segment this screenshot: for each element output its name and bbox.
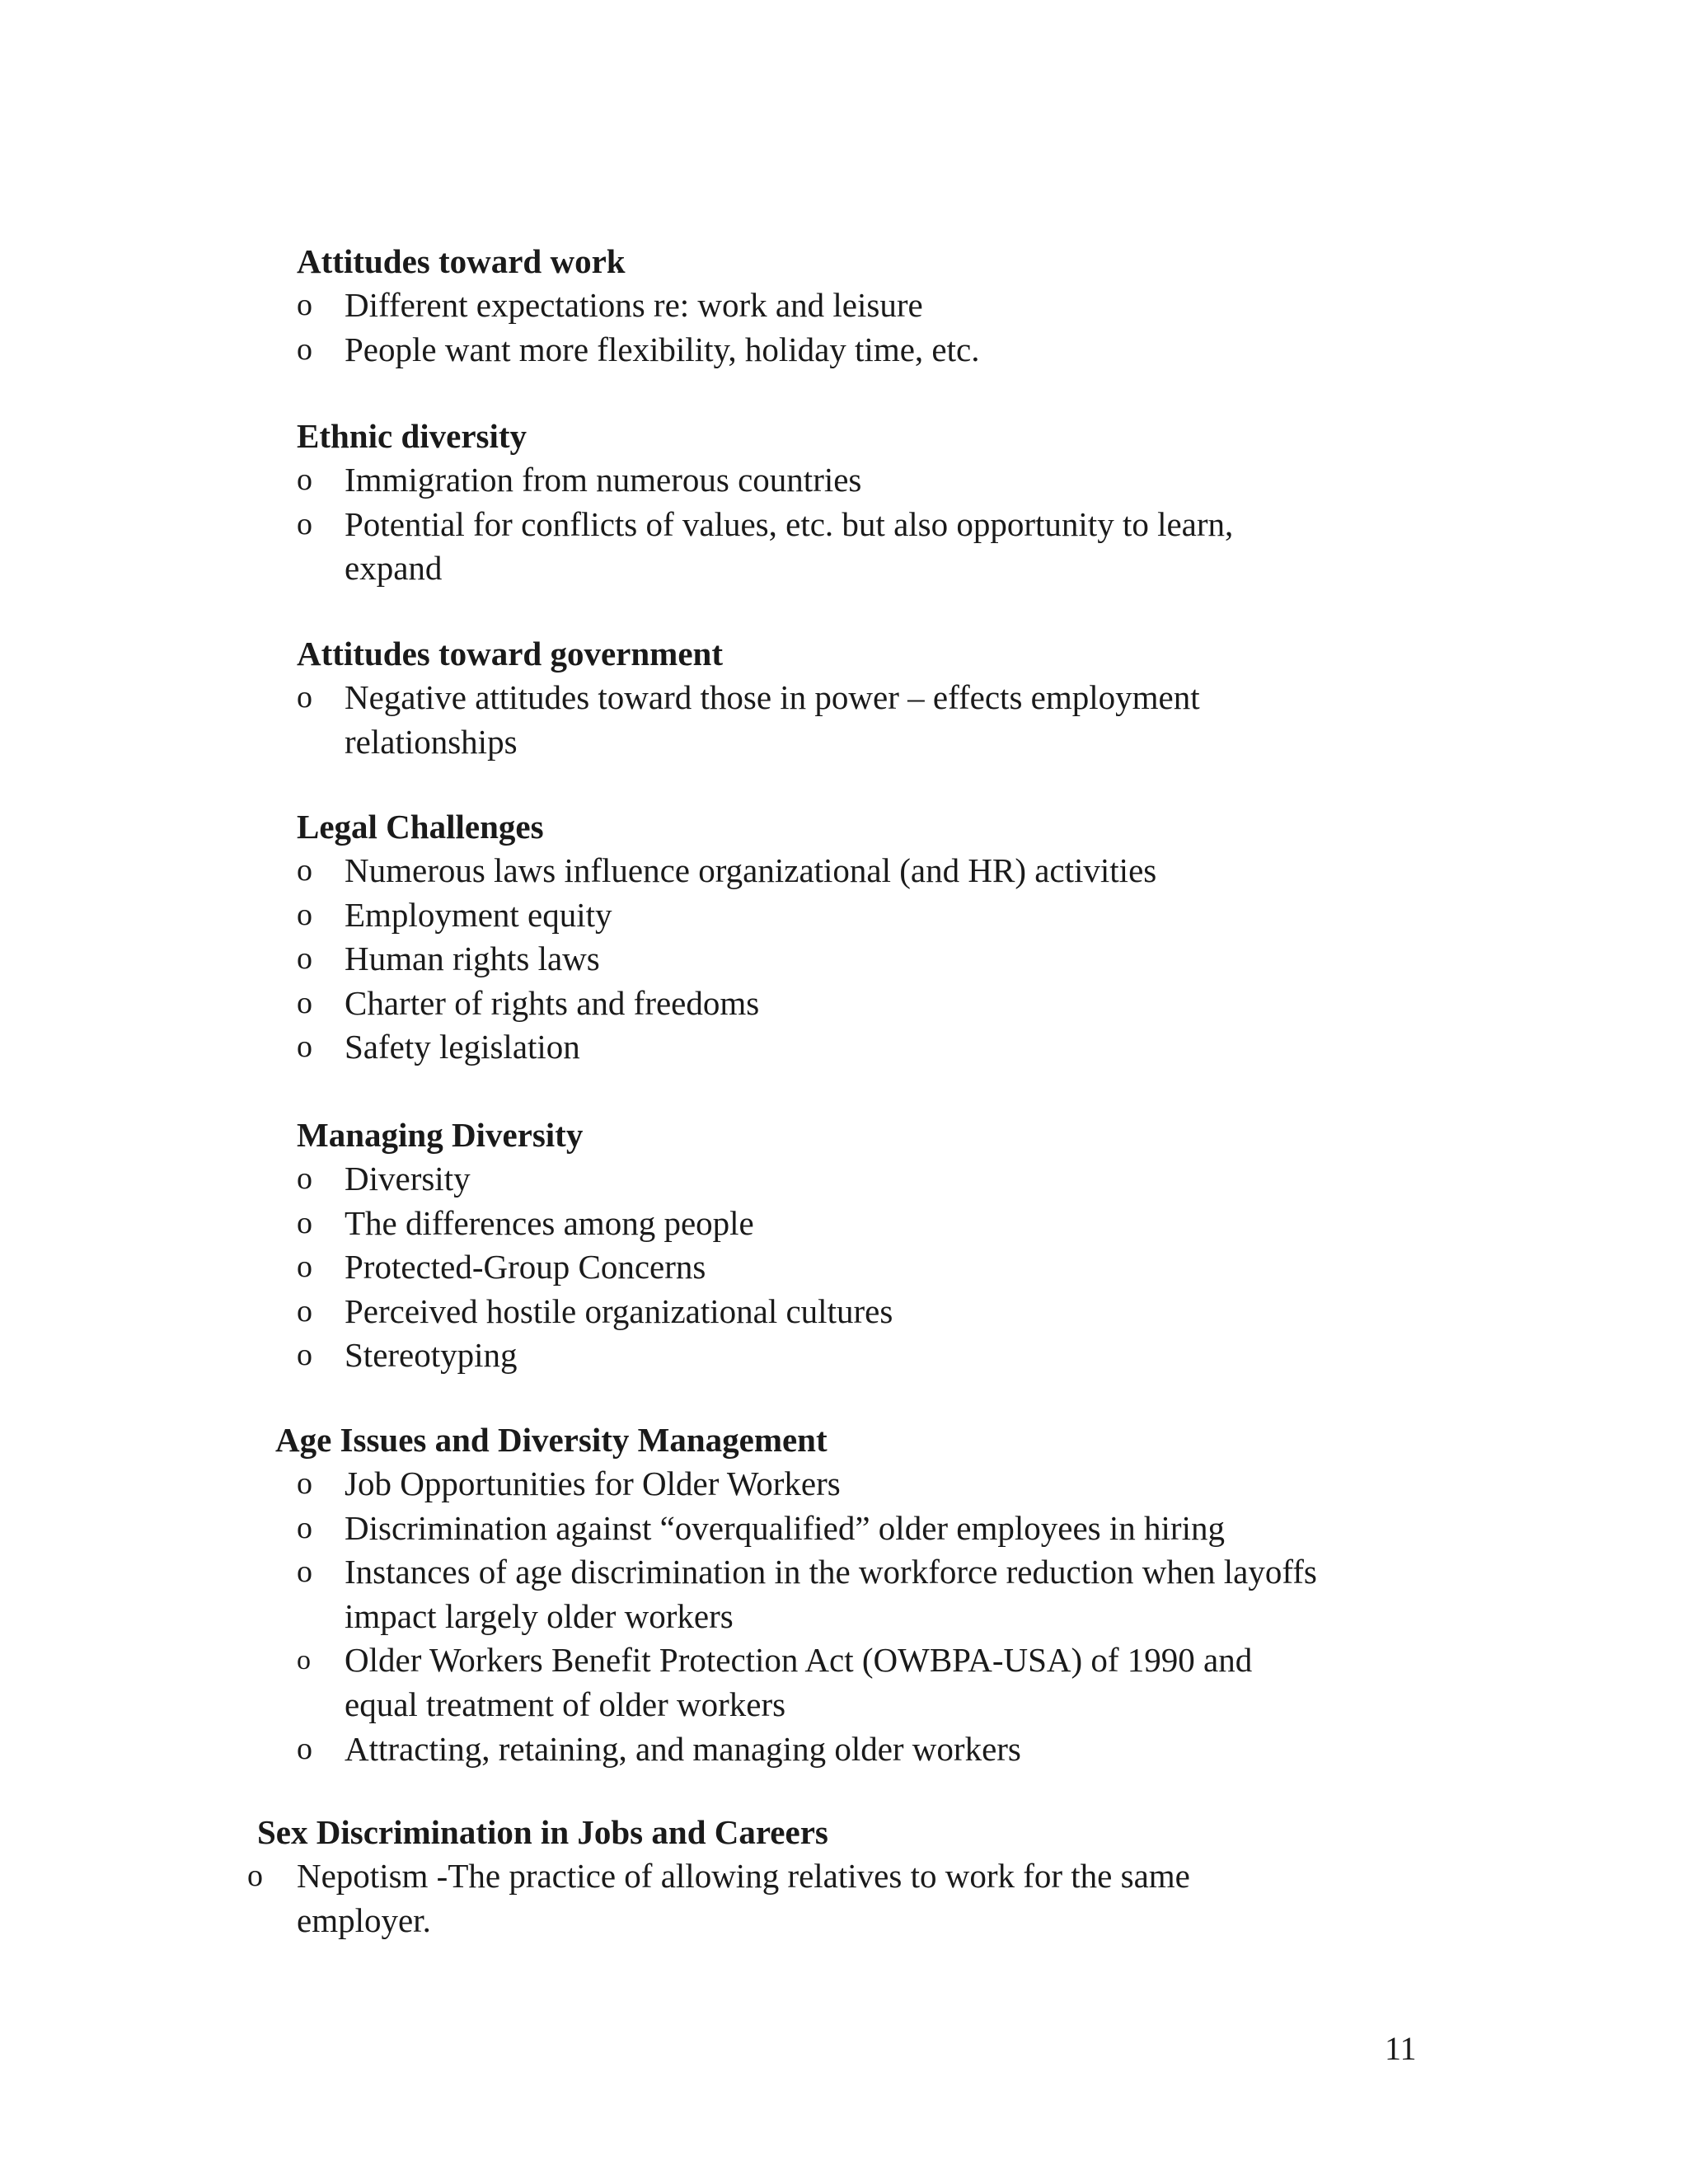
list-item (275, 1727, 1512, 1772)
list-item (297, 982, 1533, 1026)
list-item-text-continued: impact largely older workers (345, 1596, 734, 1635)
list-item-text: Instances of age discrimination in the workforce reduction when layoffs (345, 1553, 1317, 1591)
list-item (297, 676, 1533, 764)
bullet-icon: o (297, 1338, 312, 1373)
list-item-text: People want more flexibility, holiday time, etc. (345, 330, 980, 368)
bullet-icon: o (297, 985, 312, 1020)
page-number: 11 (1385, 2030, 1417, 2067)
bullet-icon: o (297, 1645, 311, 1676)
list-item (297, 458, 1533, 503)
bullet-list (275, 1462, 1512, 1771)
bullet-icon: o (297, 506, 312, 541)
section-heading: Age Issues and Diversity Management (275, 1421, 828, 1459)
list-item (297, 1333, 1533, 1378)
bullet-list (247, 1854, 1484, 1943)
list-item-text: Protected-Group Concerns (345, 1248, 706, 1286)
list-item-text: Employment equity (345, 895, 612, 934)
section-age-issues (275, 1418, 1512, 1771)
list-item-text-continued: employer. (297, 1900, 431, 1939)
bullet-icon: o (247, 1858, 263, 1893)
list-item-text: Stereotyping (345, 1336, 518, 1375)
list-item-text: Older Workers Benefit Protection Act (OWBPA-USA) of 1990 and (345, 1641, 1253, 1680)
list-item-text: Safety legislation (345, 1028, 580, 1066)
bullet-icon: o (297, 680, 312, 715)
list-item (297, 328, 1533, 373)
bullet-icon: o (297, 1731, 312, 1766)
list-item (297, 1290, 1533, 1334)
list-item-text: Nepotism -The practice of allowing relatives to work for the same (297, 1857, 1190, 1895)
bullet-list (297, 284, 1533, 372)
list-item (297, 1157, 1533, 1202)
list-item-text: Numerous laws influence organizational (and HR) activities (345, 851, 1157, 889)
bullet-icon: o (297, 897, 312, 932)
section-heading: Attitudes toward government (297, 635, 723, 673)
list-item (275, 1507, 1512, 1551)
list-item (297, 503, 1533, 591)
list-item-text: Immigration from numerous countries (345, 461, 862, 499)
list-item (275, 1550, 1512, 1638)
list-item (247, 1854, 1484, 1943)
bullet-list (297, 676, 1533, 764)
section-legal-challenges (297, 804, 1533, 1070)
bullet-icon: o (297, 1161, 312, 1196)
bullet-icon: o (297, 331, 312, 367)
list-item-text-continued: relationships (345, 722, 518, 761)
list-item-text: Diversity (345, 1160, 471, 1197)
list-item-text-continued: equal treatment of older workers (345, 1685, 786, 1723)
section-heading: Managing Diversity (297, 1116, 584, 1154)
list-item (297, 1202, 1533, 1246)
section-heading: Legal Challenges (297, 808, 544, 846)
bullet-icon: o (297, 853, 312, 888)
list-item (297, 1245, 1533, 1290)
list-item-text: Perceived hostile organizational cultures (345, 1291, 893, 1330)
bullet-icon: o (297, 1205, 312, 1240)
list-item (297, 1025, 1533, 1070)
bullet-list (297, 849, 1533, 1070)
list-item-text-continued: expand (345, 549, 443, 588)
list-item (297, 937, 1533, 982)
bullet-list (297, 1157, 1533, 1378)
list-item (275, 1638, 1512, 1727)
section-ethnic-diversity (297, 414, 1533, 591)
bullet-icon: o (297, 1554, 312, 1590)
list-item-text: Charter of rights and freedoms (345, 983, 760, 1022)
list-item-text: Potential for conflicts of values, etc. but also opportunity to learn, (345, 504, 1234, 543)
bullet-icon: o (297, 462, 312, 497)
list-item-text: The differences among people (345, 1203, 754, 1242)
list-item-text: Different expectations re: work and leisure (345, 286, 923, 324)
section-heading: Sex Discrimination in Jobs and Careers (257, 1813, 828, 1851)
list-item (297, 893, 1533, 938)
list-item-text: Negative attitudes toward those in power – effects employment (345, 678, 1200, 716)
list-item (297, 849, 1533, 893)
bullet-icon: o (297, 941, 312, 977)
bullet-icon: o (297, 288, 312, 322)
bullet-icon: o (297, 1510, 312, 1545)
list-item (297, 284, 1533, 328)
section-attitudes-toward-government (297, 631, 1533, 764)
section-sex-discrimination (247, 1810, 1484, 1943)
list-item (275, 1462, 1512, 1507)
bullet-icon: o (297, 1466, 312, 1501)
section-heading: Ethnic diversity (297, 417, 528, 455)
bullet-icon: o (297, 1249, 312, 1285)
list-item-text: Human rights laws (345, 940, 600, 978)
list-item-text: Job Opportunities for Older Workers (345, 1465, 841, 1502)
bullet-icon: o (297, 1293, 312, 1329)
bullet-icon: o (297, 1029, 312, 1065)
section-attitudes-toward-work (297, 239, 1533, 372)
list-item-text: Attracting, retaining, and managing older workers (345, 1729, 1021, 1768)
bullet-list (297, 458, 1533, 591)
list-item-text: Discrimination against “overqualified” older employees in hiring (345, 1508, 1225, 1547)
section-managing-diversity (297, 1113, 1533, 1378)
section-heading: Attitudes toward work (297, 242, 626, 280)
